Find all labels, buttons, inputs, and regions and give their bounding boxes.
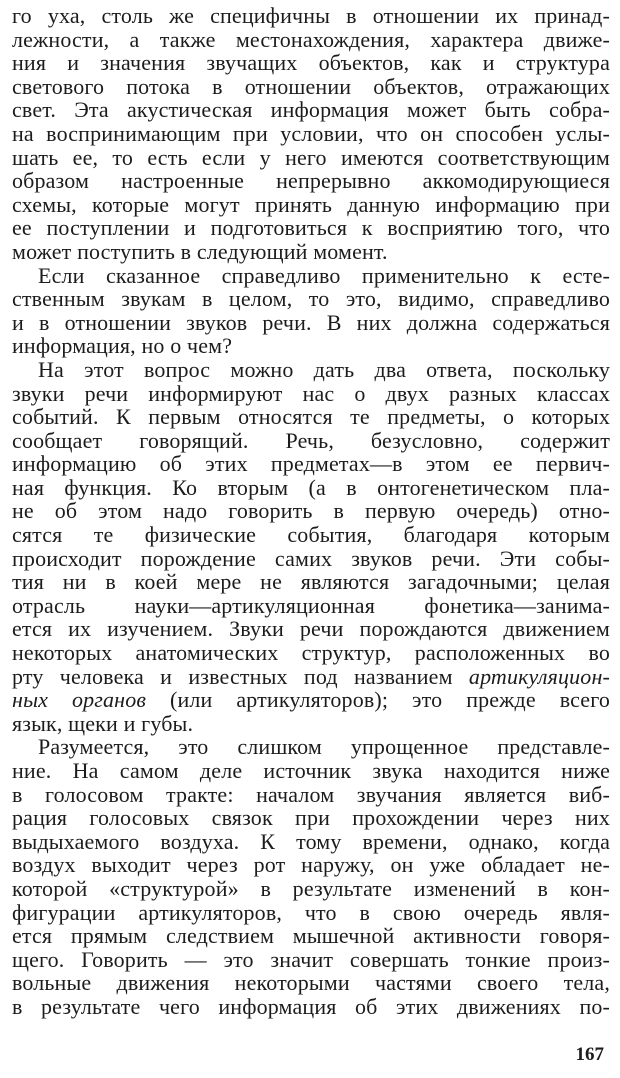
- text-line: свет. Эта акустическая информация может быть собра-: [12, 97, 610, 123]
- text-line: ее поступлении и подготовиться к восприятию того, что: [12, 215, 610, 241]
- text-line: сообщает говорящий. Речь, безусловно, содержит: [12, 427, 610, 453]
- text-line: событий. К первым относятся те предметы, о которых: [12, 404, 610, 430]
- text-line: тия ни в коей мере не являются загадочными; целая: [12, 569, 610, 595]
- paragraph: [12, 4, 610, 264]
- text-line: светового потока в отношении объектов, отражающих: [12, 73, 610, 99]
- text-line: ственным звукам в целом, то это, видимо, справедливо: [12, 286, 610, 312]
- text-line: рация голосовых связок при прохождении через них: [12, 805, 610, 831]
- text-line: в результате чего информация об этих движениях по-: [12, 993, 610, 1019]
- text-line: информацию об этих предметах—в этом ее первич-: [12, 451, 610, 477]
- text-line: фигурации артикуляторов, что в свою очередь явля-: [12, 899, 610, 925]
- paragraph: [12, 358, 610, 736]
- text-line: рту человека и известных под названием артикуляцион-: [12, 663, 610, 689]
- paragraph: [12, 264, 610, 358]
- text-line: отрасль науки—артикуляционная фонетика—занима-: [12, 592, 610, 618]
- italic-term: артикуляцион-: [468, 663, 610, 689]
- text-line: выдыхаемого воздуха. К тому времени, однако, когда: [12, 828, 610, 854]
- text-line: ная функция. Ко вторым (а в онтогенетическом пла-: [12, 474, 610, 500]
- text-line: не об этом надо говорить в первую очередь) отно-: [12, 498, 610, 524]
- text-line: некоторых анатомических структур, расположенных во: [12, 640, 610, 666]
- text-line: язык, щеки и губы.: [12, 710, 194, 736]
- italic-term: ных органов: [12, 687, 147, 713]
- text-line: на воспринимающим при условии, что он способен услы-: [12, 120, 610, 146]
- text-line: звуки речи информируют нас о двух разных классах: [12, 380, 610, 406]
- text-line: схемы, которые могут принять данную информацию при: [12, 191, 610, 217]
- text-line: которой «структурой» в результате изменений в кон-: [12, 875, 610, 901]
- text-line: ется их изучением. Звуки речи порождаются движением: [12, 616, 610, 642]
- text-line: образом настроенные непрерывно аккомодирующиеся: [12, 168, 610, 194]
- text-line: щего. Говорить — это значит совершать тонкие произ-: [12, 946, 610, 972]
- text-line: вольные движения некоторыми частями своего тела,: [12, 970, 610, 996]
- text-line: На этот вопрос можно дать два ответа, поскольку: [38, 356, 610, 382]
- body-text: [12, 4, 610, 1019]
- text-line: сятся те физические события, благодаря которым: [12, 522, 610, 548]
- paragraph: [12, 735, 610, 1018]
- text-line: го уха, столь же специфичны в отношении их принад-: [12, 3, 610, 28]
- text-line: ние. На самом деле источник звука находится ниже: [12, 758, 610, 783]
- text-line: Разумеется, это слишком упрощенное представле-: [38, 734, 610, 760]
- text-line: ется прямым следствием мышечной активности говоря-: [12, 923, 610, 949]
- page-number: 167: [575, 1044, 604, 1065]
- text-line: может поступить в следующий момент.: [12, 238, 388, 264]
- text-line: в голосовом тракте: началом звучания является виб-: [12, 781, 610, 807]
- text-line: информация, но о чем?: [12, 333, 233, 359]
- text-line: Если сказанное справедливо применительно к есте-: [38, 262, 610, 288]
- text-line: и в отношении звуков речи. В них должна содержаться: [12, 309, 610, 335]
- text-line: воздух выходит через рот наружу, он уже обладает не-: [12, 852, 610, 878]
- text-line: шать ее, то есть если у него имеются соответствующим: [12, 144, 610, 170]
- text-line: лежности, а также местонахождения, характера движе-: [12, 26, 610, 52]
- text-line: происходит порождение самих звуков речи. Эти собы-: [12, 545, 610, 571]
- text-line: ния и значения звучащих объектов, как и структура: [12, 50, 610, 76]
- text-line: ных органов (или артикуляторов); это прежде всего: [12, 687, 610, 713]
